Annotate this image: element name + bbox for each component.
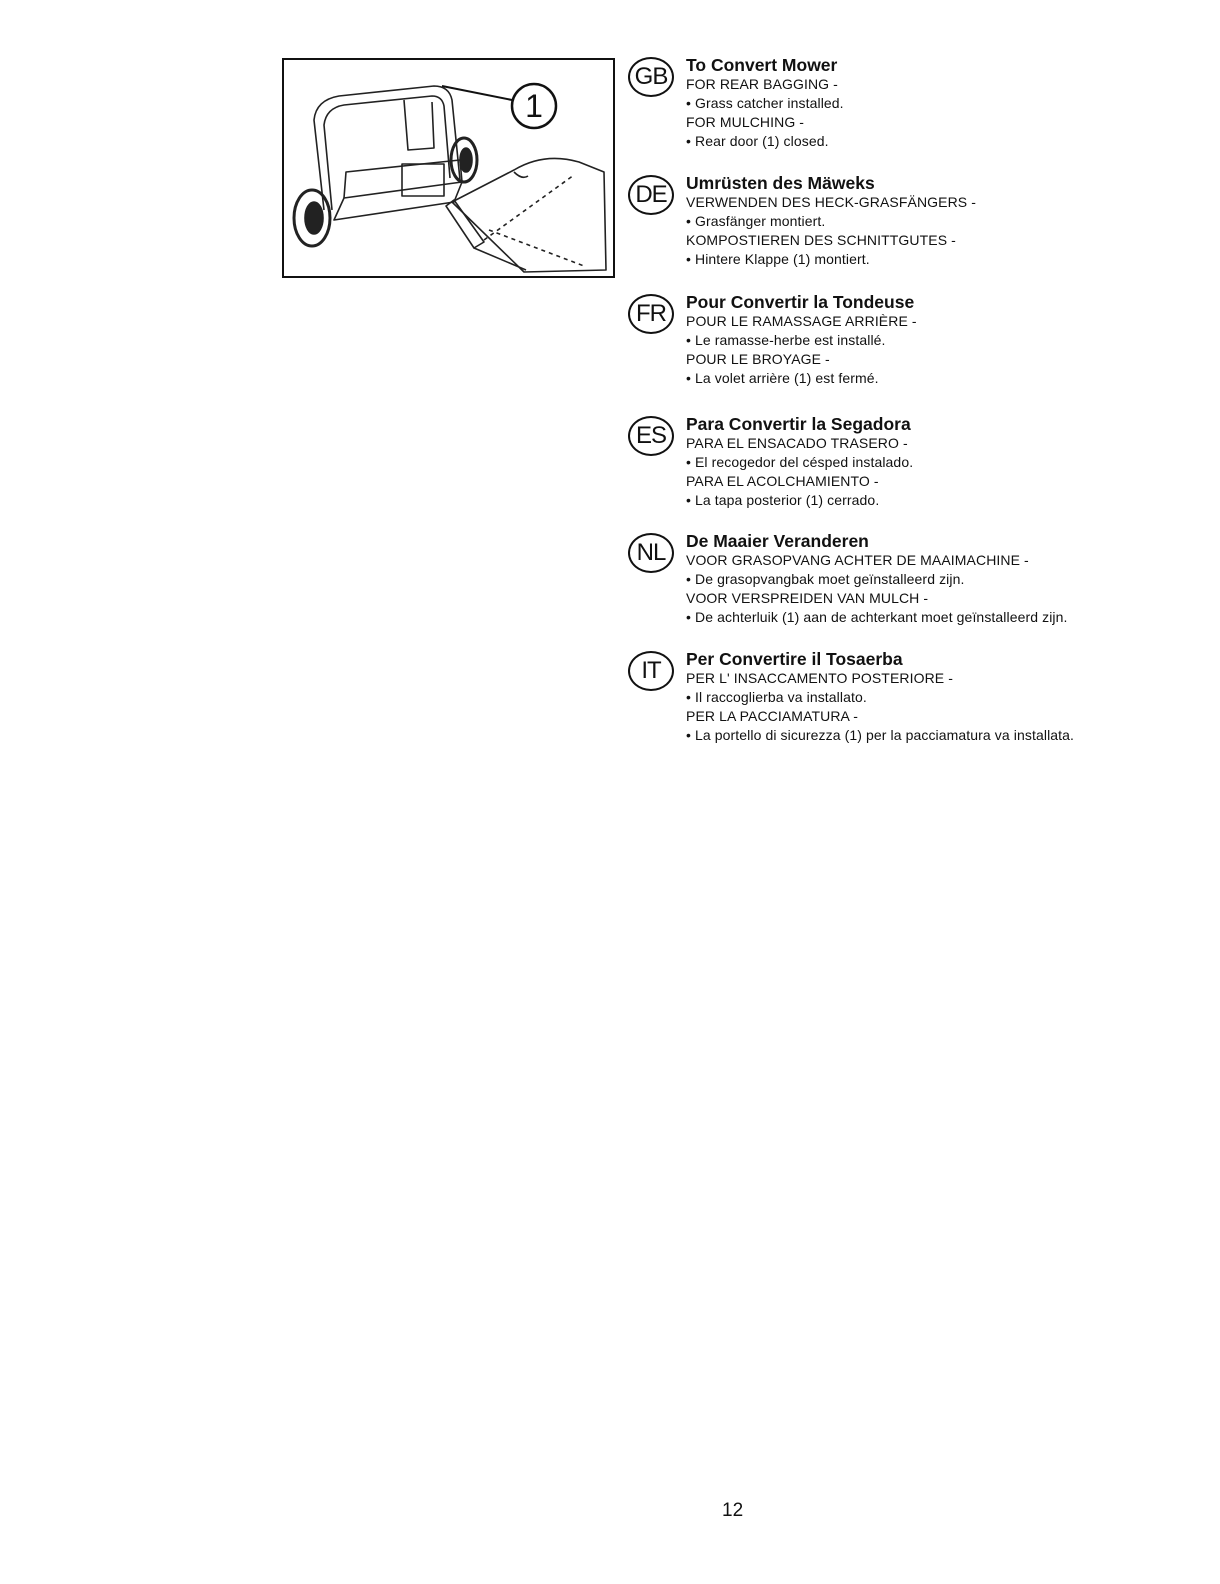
section-line: FOR REAR BAGGING - bbox=[686, 76, 838, 92]
section-line: • Hintere Klappe (1) montiert. bbox=[686, 251, 870, 267]
language-badge-de: DE bbox=[628, 175, 674, 215]
section-line: • El recogedor del césped instalado. bbox=[686, 454, 914, 470]
language-badge-gb: GB bbox=[628, 57, 674, 97]
section-line: FOR MULCHING - bbox=[686, 114, 805, 130]
section-line: • La portello di sicurezza (1) per la pacciamatura va installata. bbox=[686, 727, 1075, 743]
section-line: PARA EL ENSACADO TRASERO - bbox=[686, 435, 908, 451]
section-it bbox=[628, 649, 1208, 749]
section-line: • Grasfänger montiert. bbox=[686, 213, 826, 229]
language-sections bbox=[628, 55, 1208, 749]
mower-drawing bbox=[284, 60, 613, 276]
section-line: • Le ramasse-herbe est installé. bbox=[686, 332, 886, 348]
section-gb bbox=[628, 55, 1208, 173]
section-line: VERWENDEN DES HECK-GRASFÄNGERS - bbox=[686, 194, 976, 210]
section-line: POUR LE RAMASSAGE ARRIÈRE - bbox=[686, 313, 917, 329]
section-line: • Rear door (1) closed. bbox=[686, 133, 829, 149]
section-title: Para Convertir la Segadora bbox=[686, 414, 911, 434]
language-badge-nl: NL bbox=[628, 533, 674, 573]
mower-conversion-illustration bbox=[282, 58, 615, 278]
section-line: PER L' INSACCAMENTO POSTERIORE - bbox=[686, 670, 953, 686]
section-nl bbox=[628, 531, 1208, 649]
section-line: • De grasopvangbak moet geïnstalleerd zijn. bbox=[686, 571, 965, 587]
section-line: • Il raccoglierba va installato. bbox=[686, 689, 867, 705]
section-de bbox=[628, 173, 1208, 292]
section-line: KOMPOSTIEREN DES SCHNITTGUTES - bbox=[686, 232, 956, 248]
section-line: • La volet arrière (1) est fermé. bbox=[686, 370, 879, 386]
section-title: Per Convertire il Tosaerba bbox=[686, 649, 903, 669]
section-line: VOOR VERSPREIDEN VAN MULCH - bbox=[686, 590, 929, 606]
language-badge-it: IT bbox=[628, 651, 674, 691]
section-title: To Convert Mower bbox=[686, 55, 838, 75]
callout-number: 1 bbox=[525, 88, 543, 124]
section-title: De Maaier Veranderen bbox=[686, 531, 869, 551]
section-line: PARA EL ACOLCHAMIENTO - bbox=[686, 473, 879, 489]
section-line: • Grass catcher installed. bbox=[686, 95, 844, 111]
page-number: 12 bbox=[722, 1500, 744, 1521]
language-badge-fr: FR bbox=[628, 294, 674, 334]
section-line: VOOR GRASOPVANG ACHTER DE MAAIMACHINE - bbox=[686, 552, 1029, 568]
language-badge-es: ES bbox=[628, 416, 674, 456]
section-line: POUR LE BROYAGE - bbox=[686, 351, 830, 367]
section-line: • De achterluik (1) aan de achterkant moet geïnstalleerd zijn. bbox=[686, 609, 1068, 625]
section-line: • La tapa posterior (1) cerrado. bbox=[686, 492, 880, 508]
section-title: Umrüsten des Mäweks bbox=[686, 173, 875, 193]
section-fr bbox=[628, 292, 1208, 414]
section-title: Pour Convertir la Tondeuse bbox=[686, 292, 915, 312]
section-es bbox=[628, 414, 1208, 531]
section-line: PER LA PACCIAMATURA - bbox=[686, 708, 858, 724]
